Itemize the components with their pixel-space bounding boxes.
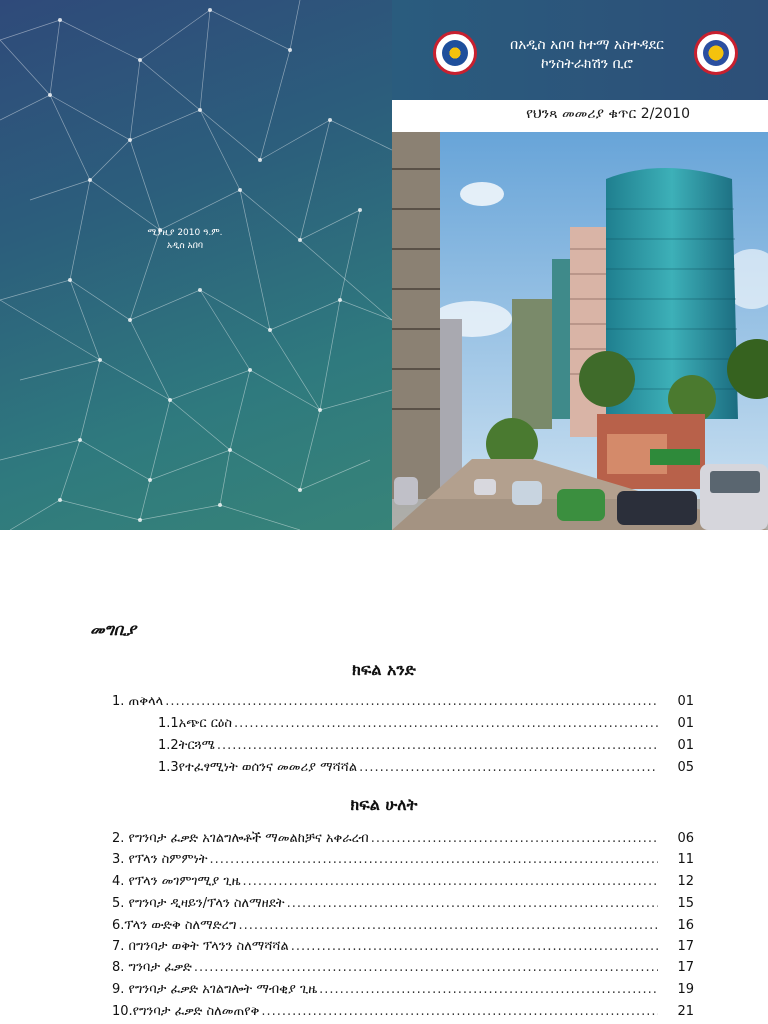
construction-bureau-emblem-icon [694,31,738,75]
toc-entry[interactable] [112,829,694,849]
toc-intro-heading: መግቢያ [90,620,136,639]
toc-dot-leader [287,894,658,914]
toc-entry-page: 16 [677,918,694,933]
toc-entry-label: 8. ግንባታ ፈቃድ [112,960,192,975]
toc-dot-leader [242,872,658,892]
part-one-heading: ክፍል አንድ [352,660,416,679]
toc-entry-page: 06 [677,831,694,846]
toc-entry-label: 7. በግንባታ ወቅት ፕላንን ስለማሻሻል [112,939,289,954]
toc-dot-leader [319,980,658,1000]
toc-entry[interactable] [158,714,694,734]
toc-entry-page: 01 [677,694,694,709]
toc-entry-page: 17 [677,939,694,954]
city-administration-emblem-icon [433,31,477,75]
toc-dot-leader [234,714,658,734]
toc-entry-label: 3. የፕላን ስምምነት [112,852,208,867]
toc-entry[interactable] [112,1002,694,1022]
toc-entry-label: 2. የግንባታ ፈቃድ አገልግሎቶች ማመልከቻና አቀራረብ [112,831,369,846]
publication-place: አዲስ አበባ [166,241,204,251]
toc-entry[interactable] [112,692,694,712]
toc-dot-leader [371,829,658,849]
toc-entry[interactable] [158,736,694,756]
toc-dot-leader [359,758,658,778]
toc-dot-leader [210,850,658,870]
toc-dot-leader [217,736,658,756]
toc-entry-label: 4. የፕላን መገምገሚያ ጊዜ [112,874,241,889]
toc-entry-page: 01 [677,738,694,753]
toc-entry[interactable] [112,872,694,892]
organization-name [482,36,692,74]
toc-entry-page: 05 [677,760,694,775]
toc-entry-label: 1.2ትርጓሜ [158,738,215,753]
toc-entry[interactable] [158,758,694,778]
toc-entry-page: 15 [677,896,694,911]
toc-entry-label: 10.የግንባታ ፈቃድ ስለመጠየቅ [112,1004,260,1019]
toc-dot-leader [165,692,658,712]
document-title: የህንጻ መመሪያ ቁጥር 2/2010 [392,100,768,132]
toc-dot-leader [261,1002,658,1022]
toc-dot-leader [238,916,658,936]
toc-entry-label: 5. የግንባታ ዲዛይን/ፕላን ስለማዘደት [112,896,285,911]
toc-dot-leader [194,958,658,978]
toc-entry[interactable] [112,980,694,1000]
toc-entry[interactable] [112,916,694,936]
toc-entry-label: 1.3የተፈፃሚነት ወሰንና መመሪያ ማሻሻል [158,760,358,775]
toc-entry-label: 1.1አጭር ርዕስ [158,716,232,731]
toc-entry-page: 12 [677,874,694,889]
toc-entry[interactable] [112,850,694,870]
toc-entry-page: 17 [677,960,694,975]
toc-entry-page: 19 [677,982,694,997]
publication-date-block [110,227,260,253]
toc-entry-page: 01 [677,716,694,731]
toc-entry-label: 1. ጠቅላላ [112,694,164,709]
toc-entry[interactable] [112,958,694,978]
publication-date: ሚያዚያ 2010 ዓ.ም. [147,228,223,238]
part-two-heading: ክፍል ሁለት [350,795,418,814]
organization-name-line2: ኮንስትራክሽን ቢሮ [541,56,633,72]
organization-name-line1: በአዲስ አበባ ከተማ አስተዳደር [510,37,664,53]
toc-entry[interactable] [112,937,694,957]
city-street-photo [392,99,768,530]
toc-entry[interactable] [112,894,694,914]
toc-entry-label: 9. የግንባታ ፈቃድ አገልግሎት ማብቂያ ጊዜ [112,982,318,997]
toc-entry-page: 21 [677,1004,694,1019]
toc-entry-label: 6.ፕላን ውድቅ ስለማድረግ [112,918,237,933]
network-pattern-graphic [0,0,392,530]
toc-dot-leader [291,937,658,957]
toc-entry-page: 11 [677,852,694,867]
